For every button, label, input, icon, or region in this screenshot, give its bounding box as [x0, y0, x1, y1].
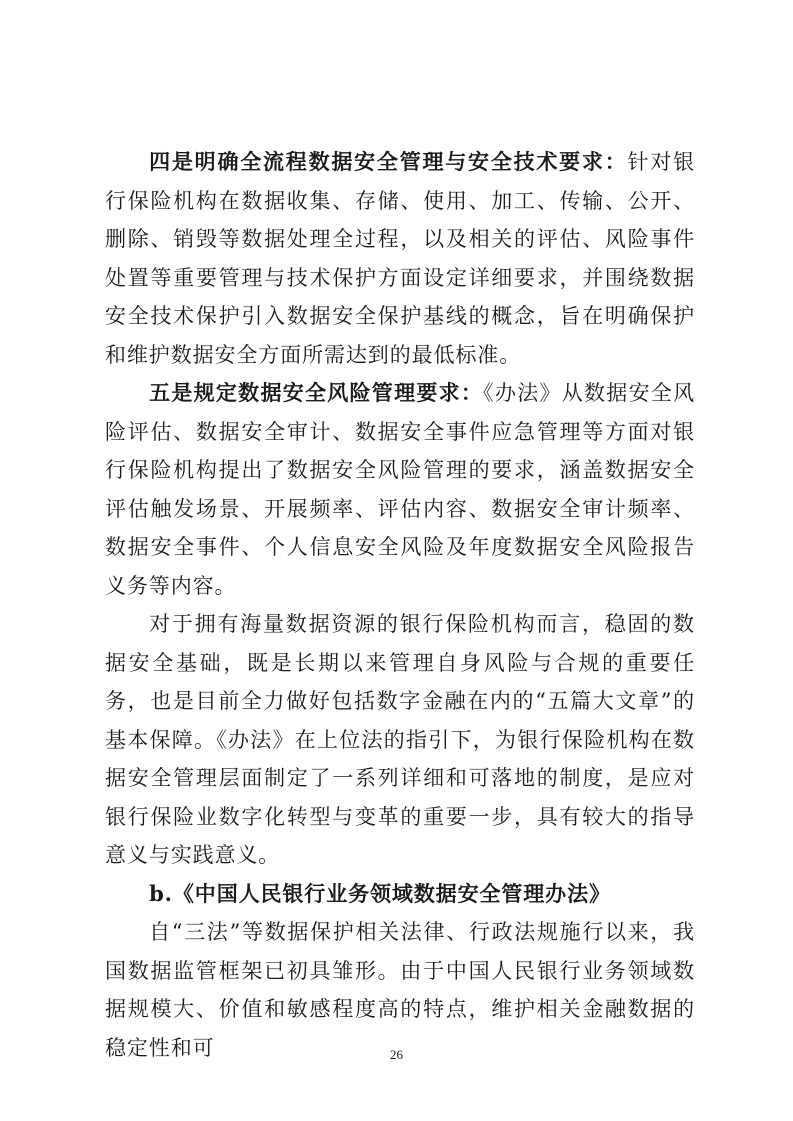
paragraph-heading: 五是规定数据安全风险管理要求： — [149, 380, 484, 405]
paragraph-heading: 四是明确全流程数据安全管理与安全技术要求： — [149, 149, 628, 174]
paragraph-summary — [105, 605, 695, 875]
paragraph-body: 针对银行保险机构在数据收集、存储、使用、加工、传输、公开、删除、销毁等数据处理全过程，以及相关的评估、风险事件处置等重要管理与技术保护方面设定详细要求，并围绕数据安全技术保护引入数据安全保护基线的概念，旨在明确保护和维护数据安全方面所需达到的最低标准。 — [105, 150, 695, 367]
paragraph-risk-management-requirements — [105, 374, 695, 605]
page-number: 26 — [390, 1047, 403, 1062]
section-heading: b.《中国人民银行业务领域数据安全管理办法》 — [149, 880, 611, 906]
paragraph-full-process-requirements — [105, 143, 695, 374]
paragraph-pboc-intro — [105, 913, 695, 1067]
paragraph-body: 对于拥有海量数据资源的银行保险机构而言，稳固的数据安全基础，既是长期以来管理自身风险与合规的重要任务，也是目前全力做好包括数字金融在内的“五篇大文章”的基本保障。《办法》在上位法的指引下，为银行保险机构在数据安全管理层面制定了一系列详细和可落地的制度，是应对银行保险业数字化转型与变革的重要一步，具有较大的指导意义与实践意义。 — [105, 612, 695, 867]
body-text — [105, 143, 695, 1067]
paragraph-body: 自“三法”等数据保护相关法律、行政法规施行以来，我国数据监管框架已初具雏形。由于中国人民银行业务领域数据规模大、价值和敏感程度高的特点，维护相关金融数据的稳定性和可 — [105, 920, 695, 1060]
paragraph-body: 《办法》从数据安全风险评估、数据安全审计、数据安全事件应急管理等方面对银行保险机构提出了数据安全风险管理的要求，涵盖数据安全评估触发场景、开展频率、评估内容、数据安全审计频率、数据安全事件、个人信息安全风险及年度数据安全风险报告义务等内容。 — [105, 381, 696, 598]
